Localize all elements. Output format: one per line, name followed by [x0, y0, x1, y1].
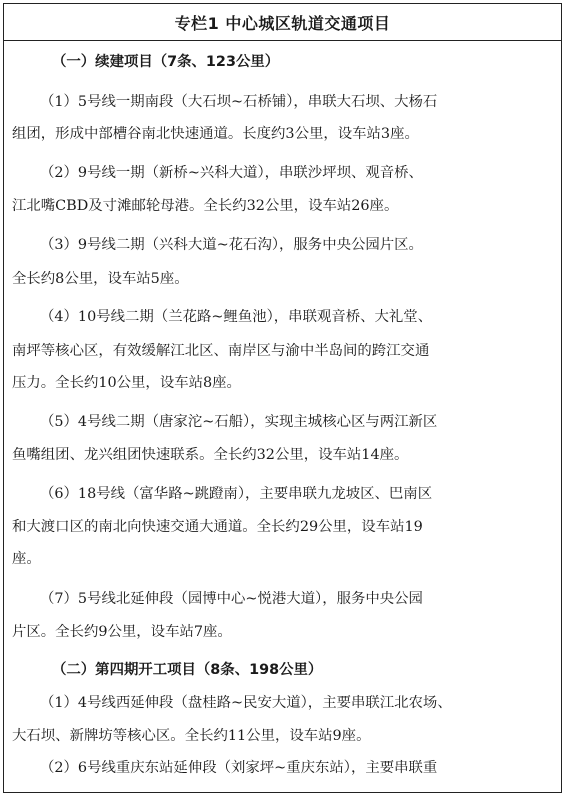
paragraph-line: （2）9号线一期（新桥~兴科大道），串联沙坪坝、观音桥、 — [40, 165, 423, 181]
section-heading: （一）续建项目（7条、123公里） — [52, 54, 280, 70]
paragraph-line: 江北嘴CBD及寸滩邮轮母港。全长约32公里，设车站26座。 — [12, 198, 399, 214]
paragraph-line: （7）5号线北延伸段（园博中心~悦港大道），服务中央公园 — [40, 591, 423, 607]
paragraph-line: （1）4号线西延伸段（盘桂路~民安大道），主要串联江北农场、 — [40, 695, 452, 711]
paragraph-line: 压力。全长约10公里，设车站8座。 — [12, 375, 241, 391]
paragraph-line: （1）5号线一期南段（大石坝~石桥铺），串联大石坝、大杨石 — [40, 94, 438, 110]
column-title-row — [4, 4, 561, 41]
paragraph-line: 和大渡口区的南北向快速交通大通道。全长约29公里，设车站19 — [12, 519, 423, 535]
paragraph-line: （3）9号线二期（兴科大道~花石沟），服务中央公园片区。 — [40, 237, 423, 253]
paragraph-line: （5）4号线二期（唐家沱~石船），实现主城核心区与两江新区 — [40, 414, 438, 430]
column-box — [3, 3, 562, 793]
paragraph-line: 片区。全长约9公里，设车站7座。 — [12, 624, 232, 640]
paragraph-line: 南坪等核心区，有效缓解江北区、南岸区与渝中半岛间的跨江交通 — [12, 343, 430, 359]
paragraph-line: 鱼嘴组团、龙兴组团快速联系。全长约32公里，设车站14座。 — [12, 447, 409, 463]
column-title: 专栏1 中心城区轨道交通项目 — [174, 13, 391, 33]
paragraph-line: 组团，形成中部槽谷南北快速通道。长度约3公里，设车站3座。 — [12, 126, 419, 142]
section-heading: （二）第四期开工项目（8条、198公里） — [52, 662, 323, 678]
paragraph-line: 全长约8公里，设车站5座。 — [12, 271, 189, 287]
paragraph-line: （6）18号线（富华路~跳蹬南），主要串联九龙坡区、巴南区 — [40, 486, 433, 502]
paragraph-line: （2）6号线重庆东站延伸段（刘家坪~重庆东站），主要串联重 — [40, 760, 438, 776]
paragraph-line: 大石坝、新牌坊等核心区。全长约11公里，设车站9座。 — [12, 728, 371, 744]
paragraph-line: 座。 — [12, 551, 41, 567]
paragraph-line: （4）10号线二期（兰花路~鲤鱼池），串联观音桥、大礼堂、 — [40, 309, 433, 325]
